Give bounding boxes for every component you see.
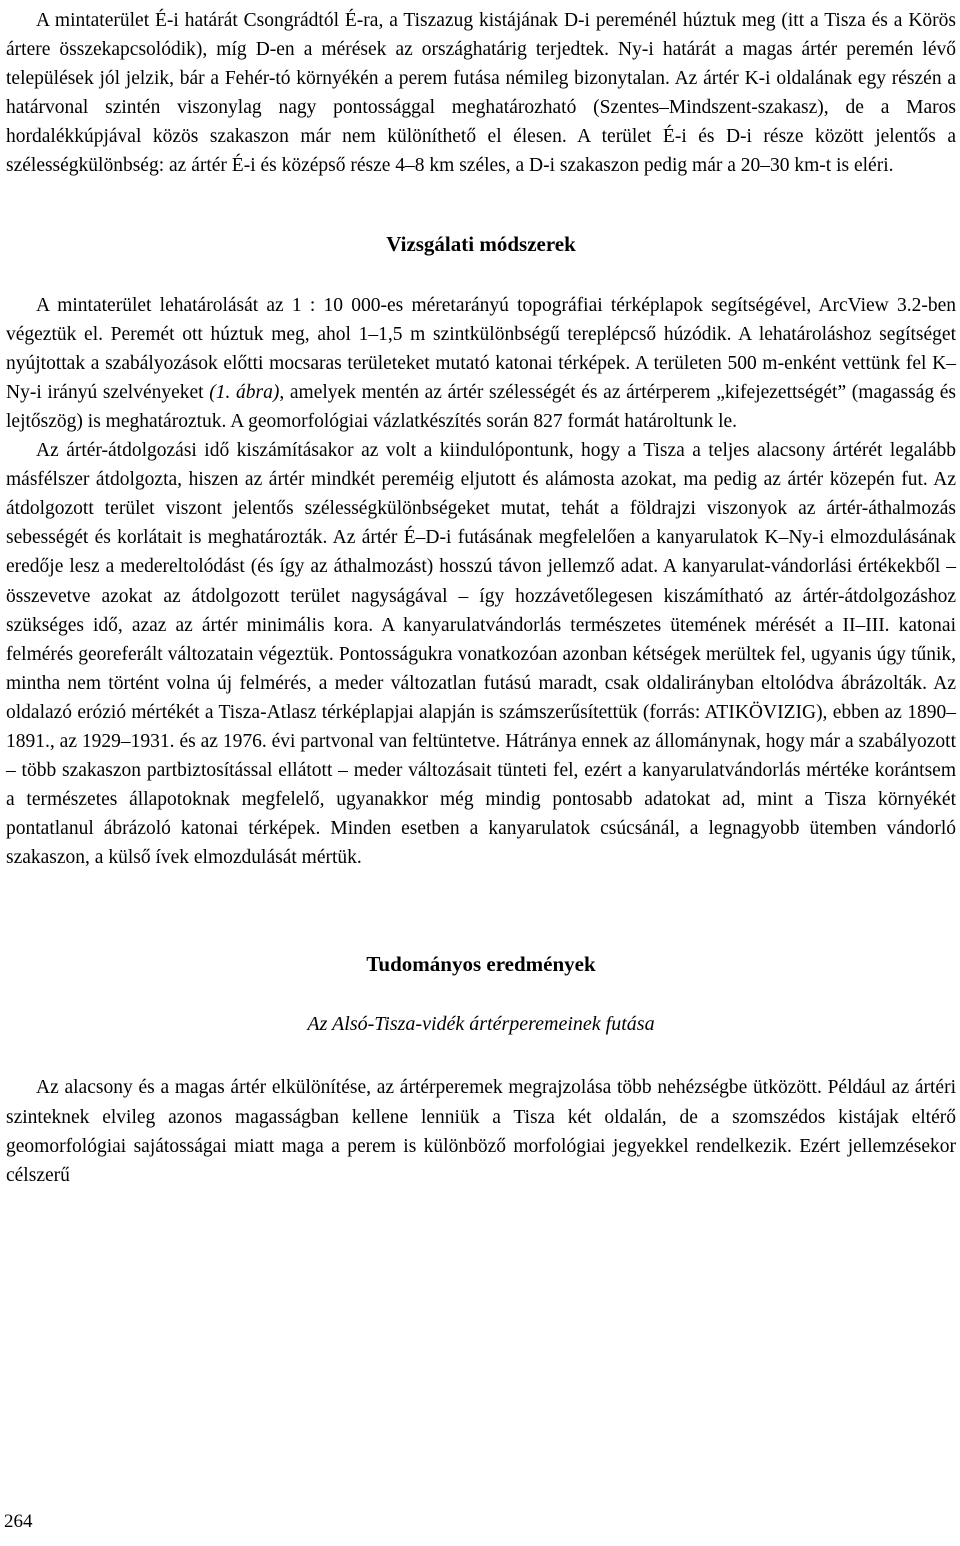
intro-paragraph: A mintaterület É-i határát Csongrádtól É-ra, a Tiszazug kistájának D-i pereménél húztuk meg (itt a Tisza és a Körös ártere összekapcsolódik), míg D-en a mérések az országhatárig terjedtek. Ny-i határát a magas ártér peremén lévő települések jól jelzik, bár a Fehér-tó környékén a perem futása némileg bizonytalan. Az ártér K-i oldalának egy részén a határvonal szintén viszonylag nagy pontossággal meghatározható (Szentes–Mindszent-szakasz), de a Maros hordalékkúpjával közös szakaszon már nem különíthető el élesen. A terület É-i és D-i része között jelentős a szélességkülönbség: az ártér É-i és középső része 4–8 km széles, a D-i szakaszon pedig már a 20–30 km-t is eléri. bbox=[6, 10, 956, 177]
section-heading-methods: Vizsgálati módszerek bbox=[386, 231, 576, 256]
methods-paragraph-1-text-a: A mintaterület lehatárolását az 1 : 10 000-es méretarányú topográfiai térképlapok segítségével, ArcView 3.2-ben végeztük el. Peremét ott húztuk meg, ahol 1–1,5 m szintkülönbségű tereplépcső húzódik. A lehatároláshoz segítséget nyújtottak a szabályozások előtti mocsaras területeket mutató katonai térképek. A területen 500 m-enként vettünk fel K–Ny-i irányú szelvényeket bbox=[6, 294, 956, 403]
methods-paragraph-1-text-b: , amelyek mentén az ártér szélességét és az ártérperem „kifejezettségét” (magasság és lejtőszög) is meghatároztuk. A geomorfológiai vázlatkészítés során 827 formát határoltunk le. bbox=[6, 381, 956, 432]
section-heading-results: Tudományos eredmények bbox=[366, 952, 596, 977]
spacer bbox=[6, 872, 956, 949]
spacer bbox=[6, 979, 956, 1009]
figure-reference: (1. ábra) bbox=[209, 381, 280, 403]
page-body bbox=[6, 6, 956, 1190]
spacer bbox=[6, 181, 956, 229]
methods-paragraph-2: Az ártér-átdolgozási idő kiszámításakor az volt a kiindulópontunk, hogy a Tisza a teljes alacsony ártérét legalább másfélszer átdolgozta, hiszen az ártér mindkét pereméig eljutott és alámosta azokat, ma pedig az ártér közepén fut. Az átdolgozott terület viszont jelentős szélességkülönbségeket mutat, tehát a földrajzi viszonyok az ártér-áthalmozás sebességét és korlátait is meghatározták. Az ártér É–D-i futásának megfelelően a kanyarulatok K–Ny-i elmozdulásának eredője lesz a medereltolódást (és így az áthalmozást) hosszú távon jellemző adat. A kanyarulat-vándorlási értékekből – összevetve azokat az átdolgozott terület nagyságával – így hozzávetőlegesen kiszámítható az ártér-átdolgozáshoz szükséges idő, azaz az ártér minimális kora. A kanyarulatvándorlás természetes ütemének mérését a II–III. katonai felmérés georeferált változatain végeztük. Pontosságukra vonatkozóan azonban kétségek merültek fel, ugyanis úgy tűnik, mintha nem történt volna új felmérés, a meder változatlan futású maradt, csak oldalirányban eltolódva ábrázolták. Az oldalazó erózió mértékét a Tisza-Atlasz térképlapjai alapján is számszerűsítettük (forrás: ATIKÖVIZIG), ebben az 1890–1891., az 1929–1931. és az 1976. évi partvonal van feltüntetve. Hátránya ennek az állománynak, hogy már a szabályozott – több szakaszon partbiztosítással ellátott – meder változásait tünteti fel, ezért a kanyarulatvándorlás mértéke korántsem a természetes állapotoknak megfelelő, ugyanakkor még mindig pontosabb adatokat ad, mint a Tisza környékét pontatlanul ábrázoló katonai térképek. Minden esetben a kanyarulatok csúcsánál, a legnagyobb ütemben vándorló szakaszon, a külső ívek elmozdulását mértük. bbox=[6, 440, 956, 869]
methods-paragraph-1 bbox=[6, 291, 956, 436]
spacer bbox=[6, 1039, 956, 1073]
subsection-heading: Az Alsó-Tisza-vidék ártérperemeinek futása bbox=[307, 1013, 655, 1036]
results-paragraph-1: Az alacsony és a magas ártér elkülönítése, az ártérperemek megrajzolása több nehézségbe ütközött. Például az ártéri szinteknek elvileg azonos magasságban kellene lenniük a Tisza két oldalán, de a szomszédos kistájak eltérő geomorfológiai sajátosságai miatt maga a perem is különböző morfológiai jegyekkel rendelkezik. Ezért jellemzésekor célszerű bbox=[6, 1077, 956, 1186]
page-number: 264 bbox=[4, 1511, 33, 1532]
spacer bbox=[6, 259, 956, 291]
